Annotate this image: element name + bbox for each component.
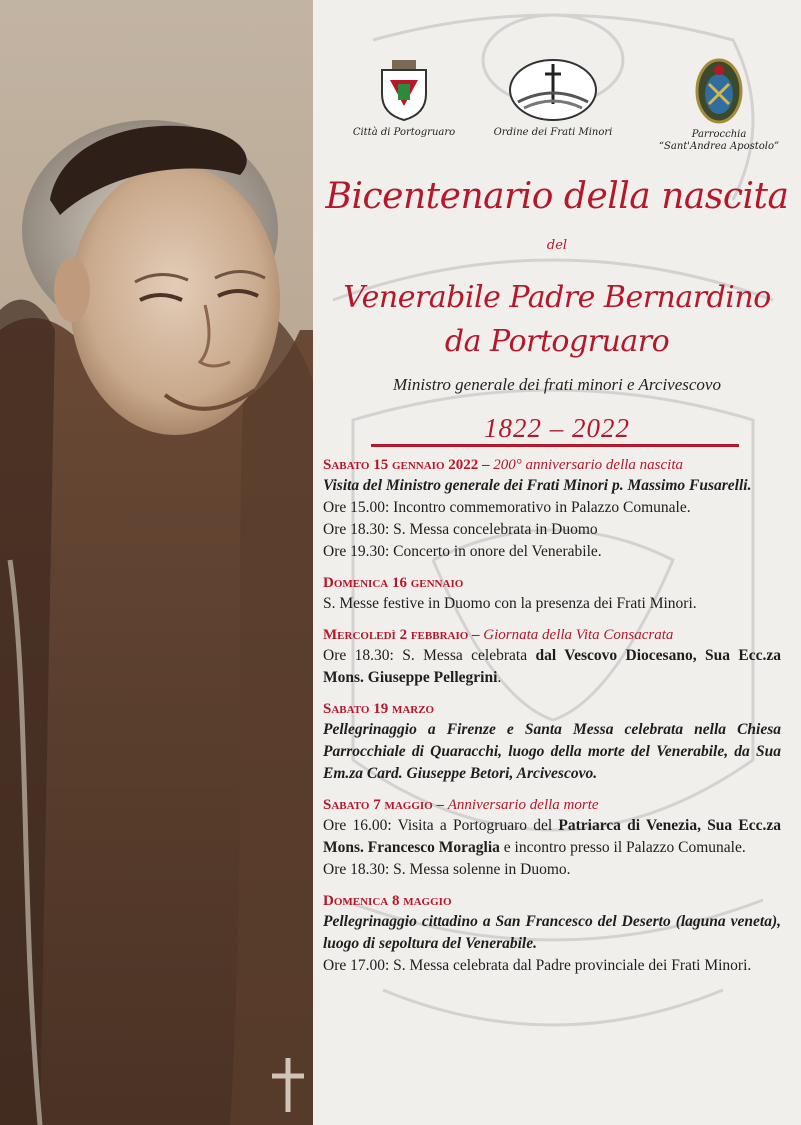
logo-caption: Parrocchia bbox=[691, 129, 747, 140]
events-list bbox=[323, 455, 781, 987]
event-line: Ore 16.00: Visita a Portogruaro del Patriarca di Venezia, Sua Ecc.za Mons. Francesco Moraglia e incontro presso il Palazzo Comunale. bbox=[323, 817, 781, 856]
event-heading: Sabato 19 marzo bbox=[323, 701, 435, 717]
event-line: Ore 17.00: S. Messa celebrata dal Padre provinciale dei Frati Minori. bbox=[323, 957, 752, 974]
logos-row bbox=[313, 58, 801, 178]
event-line: Ore 18.30: S. Messa solenne in Duomo. bbox=[323, 861, 571, 878]
event-heading: Domenica 8 maggio bbox=[323, 893, 452, 909]
subtitle: Ministro generale dei frati minori e Arcivescovo bbox=[393, 375, 721, 394]
logo-parrocchia bbox=[649, 58, 789, 153]
event-highlight: Visita del Ministro generale dei Frati Minori p. Massimo Fusarelli. bbox=[323, 477, 752, 494]
portrait-photo bbox=[0, 0, 313, 1125]
event-heading: Mercoledì 2 febbraio – Giornata della Vita Consacrata bbox=[323, 627, 674, 643]
event-highlight: Pellegrinaggio a Firenze e Santa Messa celebrata nella Chiesa Parrocchiale di Quaracchi, luogo della morte del Venerabile, da Sua Em.za Card. Giuseppe Betori, Arcivescovo. bbox=[323, 721, 781, 782]
title-del: del bbox=[546, 238, 568, 253]
logo-caption: “Sant'Andrea Apostolo” bbox=[658, 141, 780, 152]
logo-caption: Ordine dei Frati Minori bbox=[493, 127, 613, 138]
event-line: Ore 18.30: S. Messa celebrata dal Vescovo Diocesano, Sua Ecc.za Mons. Giuseppe Pellegrini. bbox=[323, 647, 781, 686]
event-item bbox=[323, 455, 781, 563]
event-item bbox=[323, 891, 781, 977]
divider bbox=[371, 444, 739, 447]
years: 1822 – 2022 bbox=[484, 413, 630, 443]
friar-portrait-illustration bbox=[0, 0, 313, 1125]
event-highlight: Pellegrinaggio cittadino a San Francesco del Deserto (laguna veneta), luogo di sepoltura del Venerabile. bbox=[323, 913, 781, 952]
logo-caption: Città di Portogruaro bbox=[352, 127, 456, 138]
parish-crest-icon bbox=[694, 58, 744, 124]
event-heading: Sabato 7 maggio – Anniversario della morte bbox=[323, 797, 599, 813]
event-item bbox=[323, 699, 781, 785]
event-line: S. Messe festive in Duomo con la presenza dei Frati Minori. bbox=[323, 595, 697, 612]
event-line: Ore 19.30: Concerto in onore del Venerabile. bbox=[323, 543, 602, 560]
event-heading: Domenica 16 gennaio bbox=[323, 575, 464, 591]
title-line: da Portogruaro bbox=[444, 324, 670, 359]
event-heading: Sabato 15 gennaio 2022 – 200° anniversario della nascita bbox=[323, 457, 683, 473]
title-venerabile bbox=[313, 276, 801, 364]
event-item bbox=[323, 625, 781, 689]
program-panel bbox=[313, 0, 801, 1125]
event-item bbox=[323, 795, 781, 881]
event-item bbox=[323, 573, 781, 615]
title-line: Venerabile Padre Bernardino bbox=[343, 280, 771, 315]
event-line: Ore 15.00: Incontro commemorativo in Palazzo Comunale. bbox=[323, 499, 691, 516]
city-shield-icon bbox=[376, 58, 432, 122]
title-bicentenario: Bicentenario della nascita bbox=[325, 176, 789, 217]
logo-citta-portogruaro bbox=[349, 58, 459, 139]
event-line: Ore 18.30: S. Messa concelebrata in Duomo bbox=[323, 521, 598, 538]
logo-ordine-frati-minori bbox=[483, 58, 623, 139]
franciscan-emblem-icon bbox=[508, 58, 598, 122]
